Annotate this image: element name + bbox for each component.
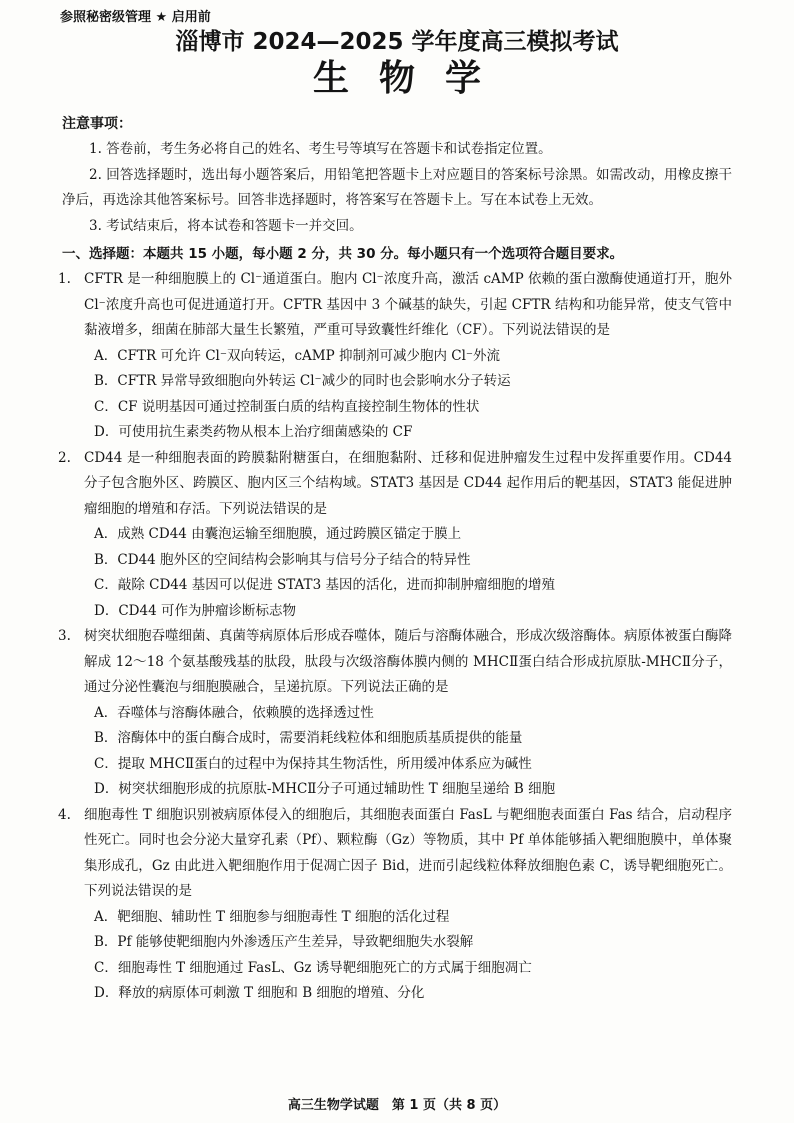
option-a: A．吞噬体与溶酶体融合，依赖膜的选择透过性 [94,704,374,721]
option-b: B．溶酶体中的蛋白酶合成时，需要消耗线粒体和细胞质基质提供的能量 [94,730,523,746]
question-4 [58,803,732,1007]
subject-title: 生物学 [312,58,511,99]
question-number: 2. [58,449,71,466]
option-d: D．树突状细胞形成的抗原肽-MHCⅡ分子可通过辅助性 T 细胞呈递给 B 细胞 [94,781,556,797]
option-a: A．靶细胞、辅助性 T 细胞参与细胞毒性 T 细胞的活化过程 [94,908,450,925]
question-stem: 细胞毒性 T 细胞识别被病原体侵入的细胞后，其细胞表面蛋白 FasL 与靶细胞表面蛋白 Fas 结合，启动程序性死亡。同时也会分泌大量穿孔素（Pf）、颗粒酶（Gz）等物质，其中 Pf 单体能够插入靶细胞膜中，单体聚集形成孔，Gz 由此进入靶细胞作用于促凋亡因子 Bid，进而引起线粒体释放细胞色素 C，诱导靶细胞死亡。下列说法错误的是 [84,806,732,899]
question-2 [58,446,732,625]
page-footer: 高三生物学试题 第 1 页（共 8 页） [287,1098,507,1113]
option-a: A．CFTR 可允许 Cl⁻双向转运，cAMP 抑制剂可减少胞内 Cl⁻外流 [94,347,501,364]
secrecy-label: 参照秘密级管理 ★ 启用前 [60,10,211,25]
notice-item: 3. 考试结束后，将本试卷和答题卡一并交回。 [89,217,363,234]
question-3 [58,624,732,803]
section-heading: 一、选择题：本题共 15 小题，每小题 2 分，共 30 分。每小题只有一个选项符合题目要求。 [62,246,624,262]
question-stem: 树突状细胞吞噬细菌、真菌等病原体后形成吞噬体，随后与溶酶体融合，形成次级溶酶体。病原体被蛋白酶降解成 12～18 个氨基酸残基的肽段，肽段与次级溶酶体膜内侧的 MHCⅡ蛋白结合形成抗原肽-MHCⅡ分子，通过分泌性囊泡与细胞膜融合，呈递抗原。下列说法正确的是 [84,628,732,695]
question-1 [58,267,732,446]
question-number: 1. [58,271,71,287]
notice-heading: 注意事项： [62,116,132,132]
option-c: C．细胞毒性 T 细胞通过 FasL、Gz 诱导靶细胞死亡的方式属于细胞凋亡 [94,959,532,976]
question-number: 3. [58,628,71,644]
question-stem: CD44 是一种细胞表面的跨膜黏附糖蛋白，在细胞黏附、迁移和促进肿瘤发生过程中发挥重要作用。CD44 分子包含胞外区、跨膜区、胞内区三个结构域。STAT3 基因是 CD44 起作用后的靶基因，STAT3 能促进肿瘤细胞的增殖和存活。下列说法错误的是 [84,449,732,517]
option-b: B．CD44 胞外区的空间结构会影响其与信号分子结合的特异性 [94,551,471,568]
option-a: A．成熟 CD44 由囊泡运输至细胞膜，通过跨膜区锚定于膜上 [94,526,462,542]
exam-title: 淄博市 2024—2025 学年度高三模拟考试 [175,29,619,55]
notice-item: 1. 答卷前，考生务必将自己的姓名、考生号等填写在答题卡和试卷指定位置。 [89,141,552,157]
option-d: D．CD44 可作为肿瘤诊断标志物 [94,602,296,619]
notice-section [62,111,732,239]
question-stem: CFTR 是一种细胞膜上的 Cl⁻通道蛋白。胞内 Cl⁻浓度升高，激活 cAMP 依赖的蛋白激酶使通道打开，胞外 Cl⁻浓度升高也可促进通道打开。CFTR 基因中 3 个碱基的缺失，引起 CFTR 结构和功能异常，使支气管中黏液增多，细菌在肺部大量生长繁殖，严重可导致囊性纤维化（CF）。下列说法错误的是 [84,271,732,338]
option-c: C．CF 说明基因可通过控制蛋白质的结构直接控制生物体的性状 [94,398,480,415]
option-c: C．敲除 CD44 基因可以促进 STAT3 基因的活化，进而抑制肿瘤细胞的增殖 [94,577,555,593]
option-b: B．CFTR 异常导致细胞向外转运 Cl⁻减少的同时也会影响水分子转运 [94,373,511,389]
option-c: C．提取 MHCⅡ蛋白的过程中为保持其生物活性，所用缓冲体系应为碱性 [94,755,532,772]
option-d: D．可使用抗生素类药物从根本上治疗细菌感染的 CF [94,424,413,440]
question-number: 4. [58,806,71,823]
option-d: D．释放的病原体可刺激 T 细胞和 B 细胞的增殖、分化 [94,985,425,1001]
notice-item: 2. 回答选择题时，选出每小题答案后，用铅笔把答题卡上对应题目的答案标号涂黑。如需改动，用橡皮擦干净后，再选涂其他答案标号。回答非选择题时，将答案写在答题卡上。写在本试卷上无效。 [62,166,732,208]
option-b: B．Pf 能够使靶细胞内外渗透压产生差异，导致靶细胞失水裂解 [94,934,474,950]
